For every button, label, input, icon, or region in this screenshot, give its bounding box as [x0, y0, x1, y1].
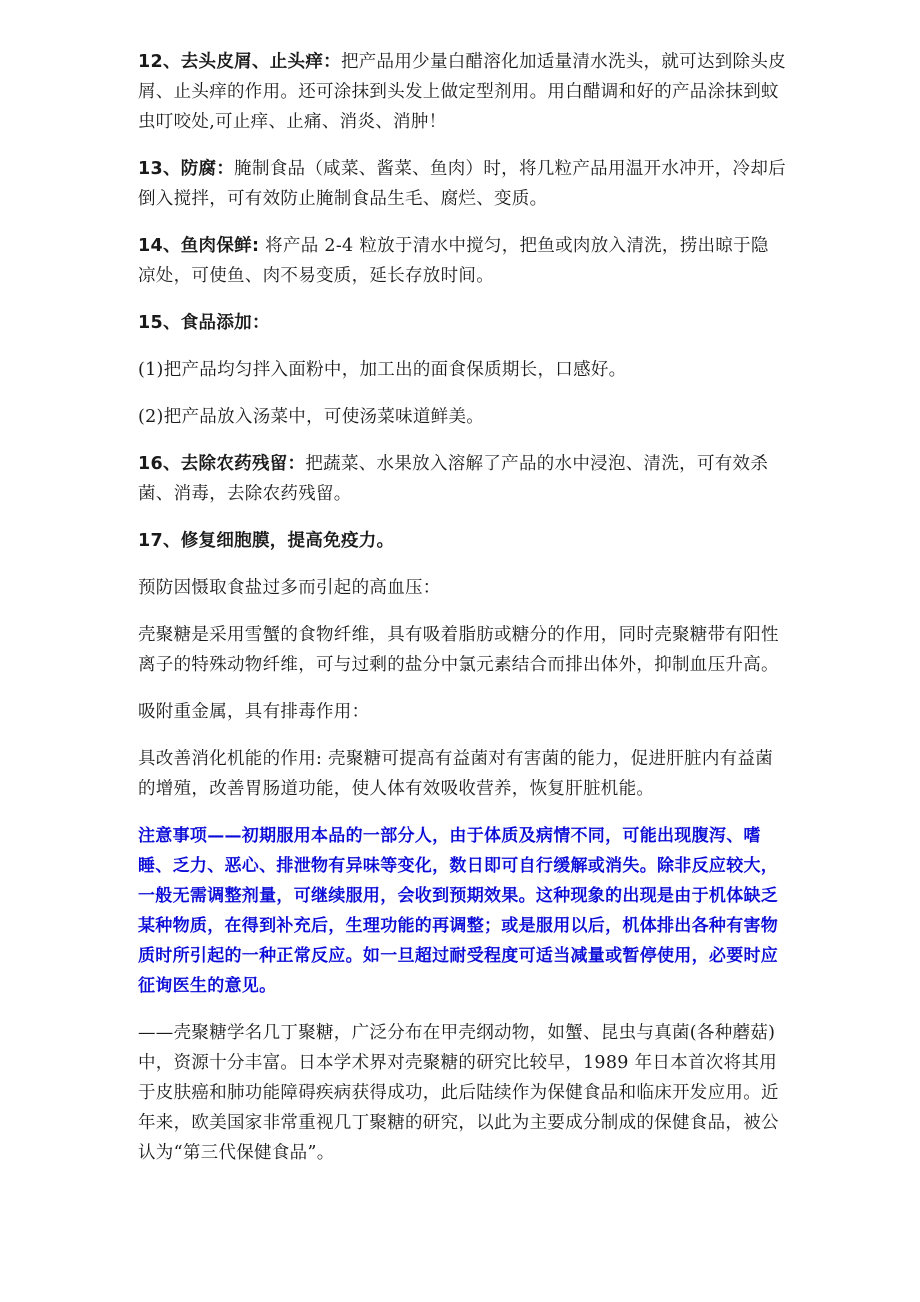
item-15-sub-1: (1)把产品均匀拌入面粉中，加工出的面食保质期长，口感好。	[138, 360, 627, 380]
item-16	[138, 449, 786, 509]
closing-paragraph: ——壳聚糖学名几丁聚糖，广泛分布在甲壳纲动物，如蟹、昆虫与真菌(各种蘑菇)中，资源十分丰富。日本学术界对壳聚糖的研究比较早，1989 年日本首次将其用于皮肤癌和肺功能障碍疾病获得成功，此后陆续作为保健食品和临床开发应用。近年来，欧美国家非常重视几丁聚糖的研究，以此为主要成分制成的保健食品，被公认为“第三代保健食品”。	[138, 1023, 779, 1163]
item-17	[138, 526, 786, 556]
paragraph-hypertension: 预防因慑取食盐过多而引起的高血压：	[138, 578, 441, 598]
paragraph-digestion: 具改善消化机能的作用: 壳聚糖可提高有益菌对有害菌的能力，促进肝脏内有益菌的增殖，改善胃肠道功能，使人体有效吸收营养，恢复肝脏机能。	[138, 749, 774, 799]
item-16-heading: 16、去除农药残留：	[138, 454, 306, 474]
item-13	[138, 154, 786, 214]
item-15-sub-2: (2)把产品放入汤菜中，可使汤菜味道鲜美。	[138, 407, 485, 427]
paragraph-heavy-metal: 吸附重金属，具有排毒作用：	[138, 702, 370, 722]
notice-paragraph: 注意事项——初期服用本品的一部分人，由于体质及病情不同，可能出现腹泻、嗜睡、乏力、恶心、排泄物有异味等变化，数日即可自行缓解或消失。除非反应较大，一般无需调整剂量，可继续服用，会收到预期效果。这种现象的出现是由于机体缺乏某种物质，在得到补充后，生理功能的再调整；或是服用以后，机体排出各种有害物质时所引起的一种正常反应。如一旦超过耐受程度可适当减量或暂停使用，必要时应征询医生的意见。	[138, 826, 779, 996]
item-16-text: 把蔬菜、水果放入溶解了产品的水中浸泡、清洗，可有效杀菌、消毒，去除农药残留。	[138, 454, 769, 504]
paragraph-chitosan-fiber: 壳聚糖是采用雪蟹的食物纤维，具有吸着脂肪或糖分的作用，同时壳聚糖带有阳性离子的特殊动物纤维，可与过剩的盐分中氯元素结合而排出体外，抑制血压升高。	[138, 625, 779, 675]
item-15	[138, 308, 786, 338]
item-14	[138, 231, 786, 291]
item-14-heading: 14、鱼肉保鲜:	[138, 236, 260, 256]
document-page	[138, 47, 786, 1185]
item-15-heading: 15、食品添加：	[138, 313, 270, 333]
item-13-heading: 13、防腐：	[138, 159, 235, 179]
item-12	[138, 47, 786, 137]
item-14-text: 将产品 2-4 粒放于清水中搅匀，把鱼或肉放入清洗，捞出晾于隐凉处，可使鱼、肉不易变质，延长存放时间。	[138, 236, 769, 286]
item-13-text: 腌制食品（咸菜、酱菜、鱼肉）时，将几粒产品用温开水冲开，冷却后倒入搅拌，可有效防止腌制食品生毛、腐烂、变质。	[138, 159, 786, 209]
item-12-heading: 12、去头皮屑、止头痒：	[138, 52, 341, 72]
item-17-heading: 17、修复细胞膜，提高免疫力。	[138, 531, 395, 551]
item-12-text: 把产品用少量白醋溶化加适量清水洗头，就可达到除头皮屑、止头痒的作用。还可涂抹到头发上做定型剂用。用白醋调和好的产品涂抹到蚊虫叮咬处,可止痒、止痛、消炎、消肿！	[138, 52, 786, 132]
